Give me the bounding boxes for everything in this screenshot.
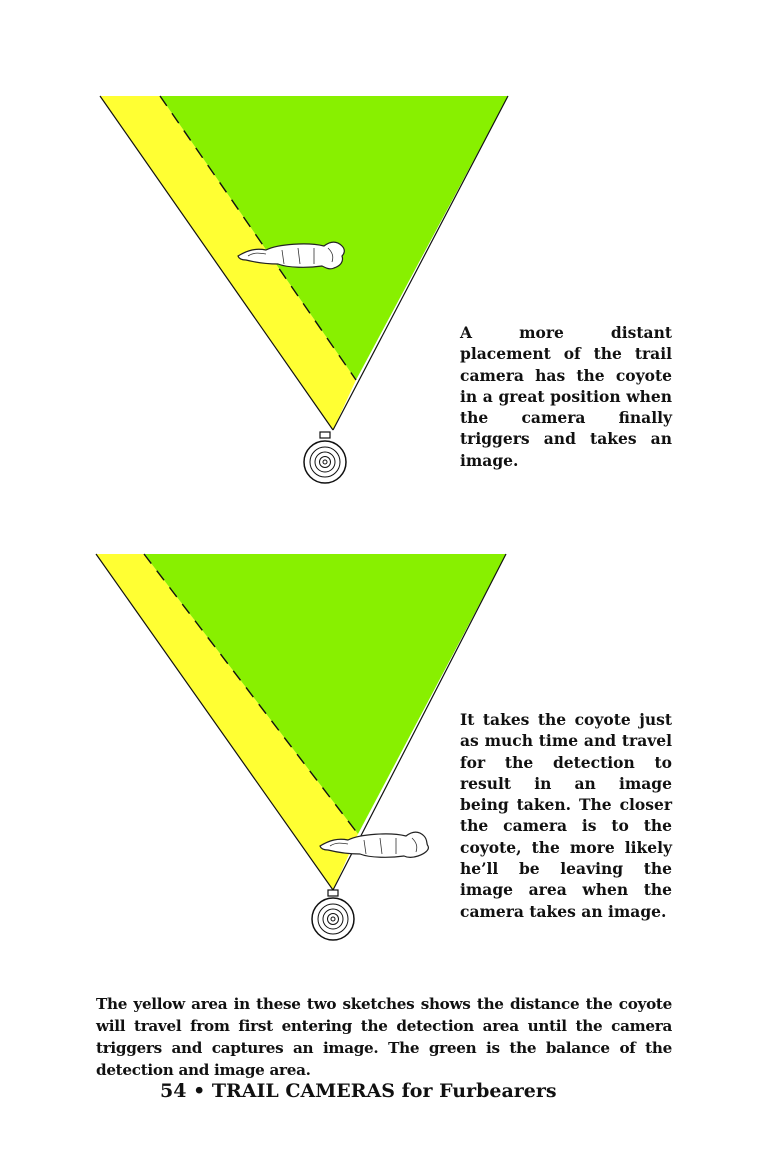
trail-camera-icon <box>312 890 354 940</box>
book-title: TRAIL CAMERAS for Furbearers <box>211 1080 557 1102</box>
trail-camera-icon <box>304 432 346 483</box>
summary-paragraph: The yellow area in these two sketches shows the distance the coyote will travel from first entering the detection area until the camera triggers and captures an image. The green is the balance of the detection and image area. <box>96 995 672 1079</box>
caption-distant-placement: A more distant placement of the trail camera has the coyote in a great position when the camera finally triggers and takes an image. <box>460 323 672 470</box>
caption-close-placement: It takes the coyote just as much time and travel for the detection to result in an image being taken. The closer the camera is to the coyote, the more likely he’ll be leaving the image area when the camera takes an image. <box>460 710 672 921</box>
page-footer <box>160 1080 557 1102</box>
page-number: 54 <box>160 1080 187 1102</box>
footer-separator: • <box>193 1080 206 1102</box>
